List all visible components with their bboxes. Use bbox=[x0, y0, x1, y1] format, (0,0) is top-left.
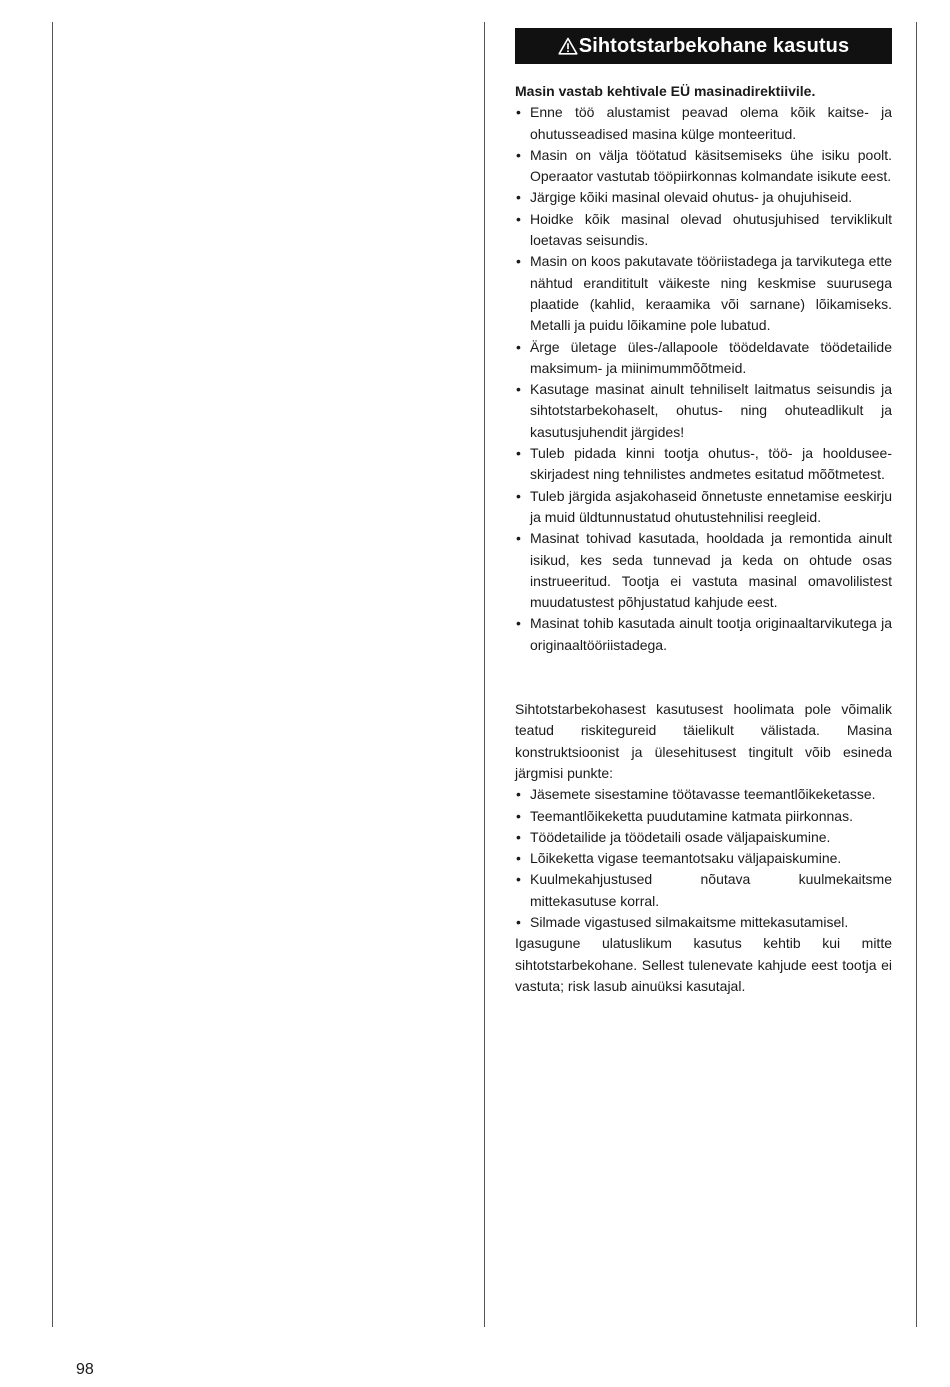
list-item: • Järgige kõiki masinal olevaid ohutus- ja ohujuhiseid. bbox=[515, 187, 892, 208]
section-title: Sihtotstarbekohane kasutus bbox=[578, 34, 850, 57]
list-item: • Tuleb järgida asjakohaseid õnnetuste ennetamise eeskirju ja muid üldtunnustatud ohutustehnilisi reegleid. bbox=[515, 486, 892, 529]
content-column bbox=[515, 28, 892, 997]
list-item: • Enne töö alustamist peavad olema kõik kaitse- ja ohutusseadised masina külge monteeritud. bbox=[515, 102, 892, 145]
list-item: • Jäsemete sisestamine töötavasse teemantlõikeketasse. bbox=[515, 784, 892, 805]
list-item: • Ärge ületage üles-/allapoole töödeldavate töödetailide maksimum- ja miinimummõõtmeid. bbox=[515, 337, 892, 380]
list-item: • Hoidke kõik masinal olevad ohutusjuhised terviklikult loetavas seisundis. bbox=[515, 209, 892, 252]
warning-triangle-icon bbox=[558, 37, 578, 55]
left-margin-rule bbox=[52, 22, 53, 1327]
list-item: • Silmade vigastused silmakaitsme mittekasutamisel. bbox=[515, 912, 892, 933]
intro-heading: Masin vastab kehtivale EÜ masinadirektiivile. bbox=[515, 83, 816, 99]
residual-risks-paragraph: Sihtotstarbekohasest kasutusest hoolimata pole võimalik teatud riskitegureid täielikult välistada. Masina konstruktsioonist ja ülesehitusest tingitult võib esineda järgmisi punkte: bbox=[515, 701, 892, 781]
page-number: 98 bbox=[76, 1361, 94, 1378]
list-item: • Kasutage masinat ainult tehniliselt laitmatus seisundis ja sihtotstarbekohaselt, ohutus- ning ohuteadlikult ja kasutusjuhendit järgides! bbox=[515, 379, 892, 443]
intro-list bbox=[515, 102, 892, 656]
list-item: • Lõikeketta vigase teemantotsaku väljapaiskumine. bbox=[515, 848, 892, 869]
section-title-bar bbox=[515, 28, 892, 64]
list-item: • Masinat tohivad kasutada, hooldada ja remontida ainult isikud, kes seda tunnevad ja keda on ohtude osas instrueeritud. Tootja ei vastuta masinal omavolilistest muudatustest põhjustatud kahjude eest. bbox=[515, 528, 892, 613]
list-item: • Kuulmekahjustused nõutava kuulmekaitsme mittekasutuse korral. bbox=[515, 869, 892, 912]
column-divider-rule bbox=[484, 22, 485, 1327]
residual-risks-section bbox=[515, 699, 892, 997]
list-item: • Masin on koos pakutavate tööriistadega ja tarvikutega ette nähtud erandititult väikeste ning keskmise suurusega plaatide (kahlid, keraamika või sarnane) lõikamiseks. Metalli ja puidu lõikamine pole lubatud. bbox=[515, 251, 892, 336]
list-item: • Masin on välja töötatud käsitsemiseks ühe isiku poolt. Operaator vastutab tööpiirkonnas kolmandate isikute eest. bbox=[515, 145, 892, 188]
list-item: • Masinat tohib kasutada ainult tootja originaaltarvikutega ja originaaltööriistadega. bbox=[515, 613, 892, 656]
right-margin-rule bbox=[916, 22, 917, 1327]
closing-paragraph: Igasugune ulatuslikum kasutus kehtib kui mitte sihtotstarbekohane. Sellest tulenevate kahjude eest tootja ei vastuta; risk lasub ainuüksi kasutajal. bbox=[515, 935, 892, 994]
list-item: • Teemantlõikeketta puudutamine katmata piirkonnas. bbox=[515, 806, 892, 827]
residual-risks-list bbox=[515, 784, 892, 933]
list-item: • Tuleb pidada kinni tootja ohutus-, töö- ja hoolduseeskirjadest ning tehnilistes andmetes esitatud mõõtmetest. bbox=[515, 443, 892, 486]
list-item: • Töödetailide ja töödetaili osade väljapaiskumine. bbox=[515, 827, 892, 848]
